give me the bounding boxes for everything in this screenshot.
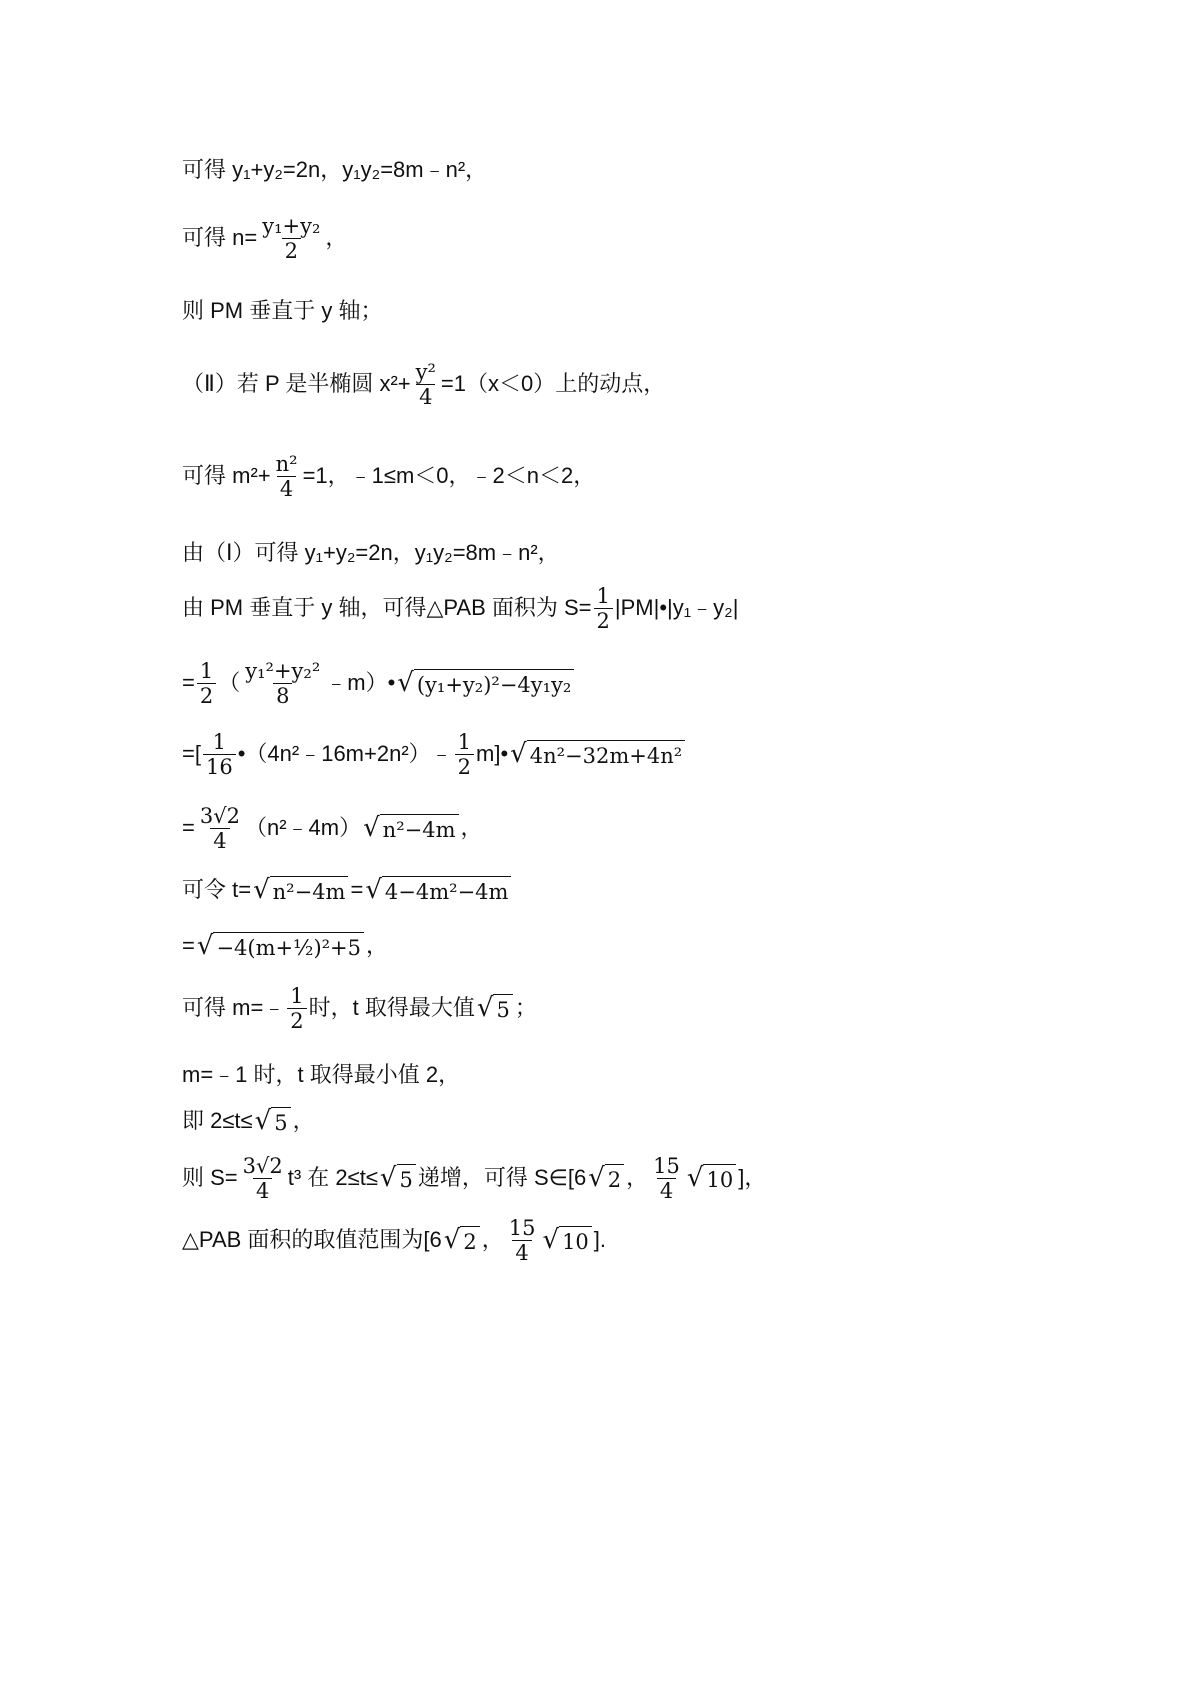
numerator: y² [415, 359, 436, 384]
denominator: 2 [197, 683, 216, 708]
radicand: 5 [271, 1107, 290, 1136]
text: m]• [476, 741, 509, 766]
text: （ [218, 670, 241, 695]
text: =[ [182, 741, 201, 766]
solution-line-16 [182, 1150, 766, 1206]
radical-sign: √ [379, 1162, 397, 1193]
text: 由（Ⅰ）可得 y₁+y₂=2n，y₁y₂=8m﹣n²， [182, 540, 560, 565]
denominator: 16 [203, 754, 236, 779]
solution-line-4 [182, 356, 665, 412]
text: =1（x＜0）上的动点， [440, 371, 666, 396]
square-root [510, 740, 685, 769]
fraction [506, 1216, 539, 1265]
solution-line-8 [182, 652, 576, 714]
text: = [350, 877, 364, 902]
text: |PM|•|y₁﹣y₂| [614, 595, 739, 620]
numerator: 1 [596, 583, 610, 608]
fraction [197, 804, 243, 853]
text: ， [626, 1165, 649, 1190]
square-root [588, 1164, 624, 1193]
radical-sign: √ [196, 930, 214, 961]
radical-sign: √ [542, 1224, 560, 1255]
text: ﹣m）• [325, 670, 396, 695]
denominator: 8 [273, 683, 292, 708]
text: 递增，可得 S∈[6 [417, 1165, 587, 1190]
radical-sign: √ [397, 667, 414, 698]
fraction [287, 984, 306, 1033]
text: 可得 m²+ [182, 463, 271, 488]
denominator: 4 [657, 1178, 676, 1203]
solution-line-17 [182, 1212, 606, 1268]
square-root [542, 1226, 591, 1255]
numerator: n² [275, 451, 298, 476]
text: 可得 n= [182, 225, 258, 250]
numerator: y₁²+y₂² [245, 658, 321, 683]
fraction [203, 730, 236, 779]
radicand: −4(m+½)²+5 [213, 932, 364, 961]
fraction [650, 1154, 683, 1203]
radicand: 5 [493, 994, 512, 1023]
text: ， [366, 933, 389, 958]
radicand: n²−4m [270, 876, 349, 905]
text: ， [460, 815, 483, 840]
square-root [477, 994, 513, 1023]
square-root [380, 1164, 416, 1193]
solution-line-7 [182, 580, 738, 636]
numerator: 1 [212, 729, 227, 754]
radicand: n²−4m [380, 814, 459, 843]
square-root [444, 1226, 480, 1255]
radicand: 10 [559, 1226, 592, 1255]
text: ]， [738, 1165, 767, 1190]
radical-sign: √ [510, 738, 527, 769]
square-root [197, 932, 364, 961]
radical-sign: √ [686, 1162, 704, 1193]
solution-line-5 [182, 448, 595, 504]
radical-sign: √ [363, 812, 380, 843]
denominator: 4 [277, 476, 296, 501]
text: 即 2≤t≤ [182, 1108, 253, 1133]
fraction [259, 214, 323, 263]
text: 则 S= [182, 1165, 238, 1190]
solution-line-11 [182, 872, 513, 908]
square-root [363, 814, 458, 843]
solution-line-6 [182, 538, 560, 568]
radical-sign: √ [476, 992, 494, 1023]
text: （n²﹣4m） [244, 815, 362, 840]
text: 由 PM 垂直于 y 轴，可得△PAB 面积为 S= [182, 595, 592, 620]
text: t³ 在 2≤t≤ [287, 1165, 378, 1190]
fraction [594, 584, 613, 633]
denominator: 2 [282, 238, 301, 263]
numerator: y₁+y₂ [262, 213, 321, 238]
denominator: 4 [253, 1178, 272, 1203]
radical-sign: √ [365, 874, 382, 905]
numerator: 1 [199, 658, 214, 683]
denominator: 4 [416, 384, 435, 409]
solution-line-1 [182, 155, 487, 185]
text: •（4n²﹣16m+2n²）﹣ [237, 741, 453, 766]
radical-sign: √ [253, 874, 270, 905]
text: ， [292, 1108, 315, 1133]
radicand: (y₁+y₂)²−4y₁y₂ [414, 669, 575, 698]
denominator: 2 [594, 608, 613, 633]
text: = [182, 670, 195, 695]
text: △PAB 面积的取值范围为[6 [182, 1227, 442, 1252]
numerator: 3√2 [242, 1153, 283, 1178]
numerator: 1 [290, 983, 304, 1008]
square-root [687, 1164, 736, 1193]
denominator: 2 [455, 754, 474, 779]
text: （Ⅱ）若 P 是半椭圆 x²+ [182, 371, 411, 396]
numerator: 1 [457, 729, 472, 754]
radical-sign: √ [254, 1105, 272, 1136]
square-root [365, 876, 511, 905]
text: 可令 t= [182, 877, 252, 902]
square-root [253, 876, 348, 905]
text: ， [481, 1227, 504, 1252]
text: 则 PM 垂直于 y 轴； [182, 298, 383, 323]
text: 可得 m=﹣ [182, 995, 286, 1020]
text: = [182, 815, 195, 840]
radicand: 4n²−32m+4n² [527, 740, 685, 769]
solution-line-9 [182, 726, 687, 782]
text: =1，﹣1≤m＜0，﹣2＜n＜2， [302, 463, 596, 488]
denominator: 4 [512, 1240, 531, 1265]
fraction [197, 659, 216, 708]
solution-line-14 [182, 1060, 460, 1090]
radical-sign: √ [588, 1162, 605, 1193]
solution-line-13 [182, 980, 537, 1036]
square-root [255, 1107, 291, 1136]
radicand: 4−4m²−4m [382, 876, 512, 905]
solution-line-3 [182, 296, 382, 326]
fraction [242, 659, 323, 708]
text: ； [514, 995, 537, 1020]
solution-line-15 [182, 1104, 315, 1138]
radicand: 2 [605, 1164, 624, 1193]
radicand: 10 [703, 1164, 736, 1193]
numerator: 3√2 [199, 803, 240, 828]
text: 时，t 取得最大值 [308, 995, 475, 1020]
fraction [273, 452, 301, 501]
numerator: 15 [653, 1153, 680, 1178]
solution-line-12 [182, 926, 388, 966]
text: m=﹣1 时，t 取得最小值 2， [182, 1062, 461, 1087]
radical-sign: √ [443, 1224, 461, 1255]
fraction [455, 730, 474, 779]
radicand: 5 [397, 1164, 416, 1193]
denominator: 2 [287, 1008, 306, 1033]
fraction [240, 1154, 286, 1203]
text: ]. [593, 1227, 607, 1252]
denominator: 4 [210, 828, 229, 853]
solution-line-2 [182, 210, 347, 266]
text: = [182, 933, 195, 958]
radicand: 2 [460, 1226, 479, 1255]
fraction [413, 360, 439, 409]
text: 可得 y₁+y₂=2n，y₁y₂=8m﹣n²， [182, 157, 488, 182]
numerator: 15 [508, 1215, 536, 1240]
square-root [397, 669, 574, 698]
solution-line-10 [182, 800, 483, 856]
text: ， [325, 225, 348, 250]
